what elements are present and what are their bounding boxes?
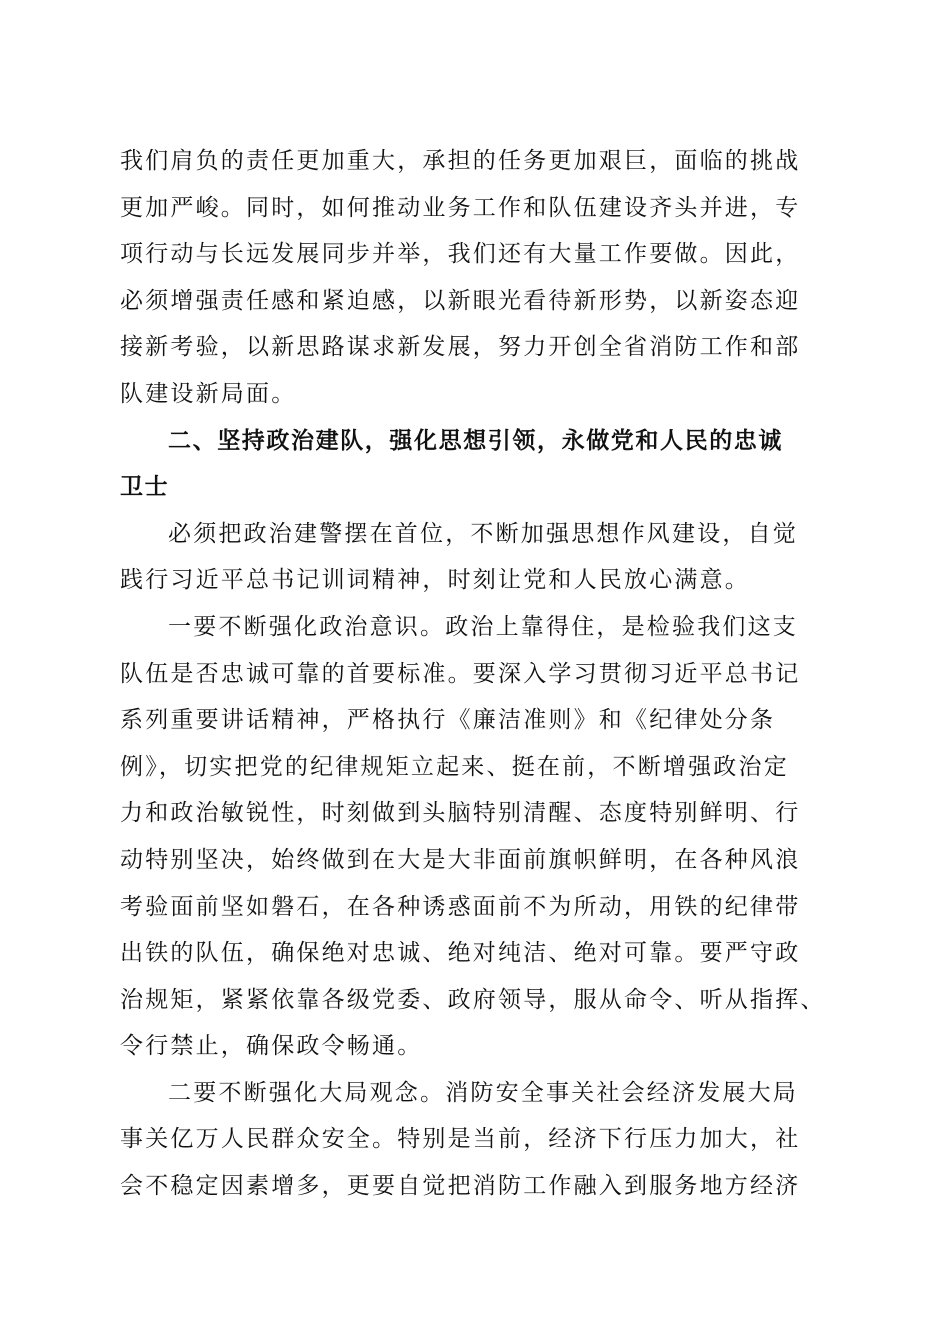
paragraph-continuation [120, 138, 836, 418]
text-line: 事关亿万人民群众安全。特别是当前，经济下行压力加大，社 [120, 1126, 801, 1153]
paragraph-overall-view [120, 1070, 836, 1210]
text-line: 系列重要讲话精神，严格执行《廉洁准则》和《纪律处分条 [120, 707, 776, 734]
text-line: 治规矩，紧紧依靠各级党委、政府领导，服从命令、听从指挥、 [120, 986, 826, 1013]
text-line: 令行禁止，确保政令畅通。 [120, 1033, 423, 1060]
text-line: 接新考验，以新思路谋求新发展，努力开创全省消防工作和部 [120, 334, 801, 361]
text-line: 会不稳定因素增多，更要自觉把消防工作融入到服务地方经济 [120, 1173, 801, 1200]
heading-line: 二、坚持政治建队，强化思想引领，永做党和人民的忠诚 [168, 427, 783, 454]
section-heading [120, 418, 836, 511]
text-line: 更加严峻。同时，如何推动业务工作和队伍建设齐头并进，专 [120, 194, 801, 221]
heading-line: 卫士 [120, 474, 170, 501]
text-line: 二要不断强化大局观念。消防安全事关社会经济发展大局 [168, 1079, 798, 1106]
text-line: 例》，切实把党的纪律规矩立起来、挺在前，不断增强政治定 [120, 753, 789, 780]
text-line: 必须增强责任感和紧迫感，以新眼光看待新形势，以新姿态迎 [120, 287, 801, 314]
paragraph-political-awareness [120, 604, 836, 1070]
text-line: 考验面前坚如磐石，在各种诱惑面前不为所动，用铁的纪律带 [120, 893, 801, 920]
text-line: 队建设新局面。 [120, 380, 297, 407]
text-line: 一要不断强化政治意识。政治上靠得住，是检验我们这支 [168, 613, 798, 640]
text-line: 队伍是否忠诚可靠的首要标准。要深入学习贯彻习近平总书记 [120, 660, 801, 687]
text-line: 必须把政治建警摆在首位，不断加强思想作风建设，自觉 [168, 520, 798, 547]
text-line: 力和政治敏锐性，时刻做到头脑特别清醒、态度特别鲜明、行 [120, 800, 801, 827]
paragraph-intro [120, 511, 836, 604]
text-line: 项行动与长远发展同步并举，我们还有大量工作要做。因此， [120, 241, 801, 268]
text-line: 践行习近平总书记训词精神，时刻让党和人民放心满意。 [120, 567, 750, 594]
text-line: 出铁的队伍，确保绝对忠诚、绝对纯洁、绝对可靠。要严守政 [120, 940, 801, 967]
text-line: 动特别坚决，始终做到在大是大非面前旗帜鲜明，在各种风浪 [120, 846, 801, 873]
text-line: 我们肩负的责任更加重大，承担的任务更加艰巨，面临的挑战 [120, 148, 801, 174]
document-body [120, 138, 836, 1210]
